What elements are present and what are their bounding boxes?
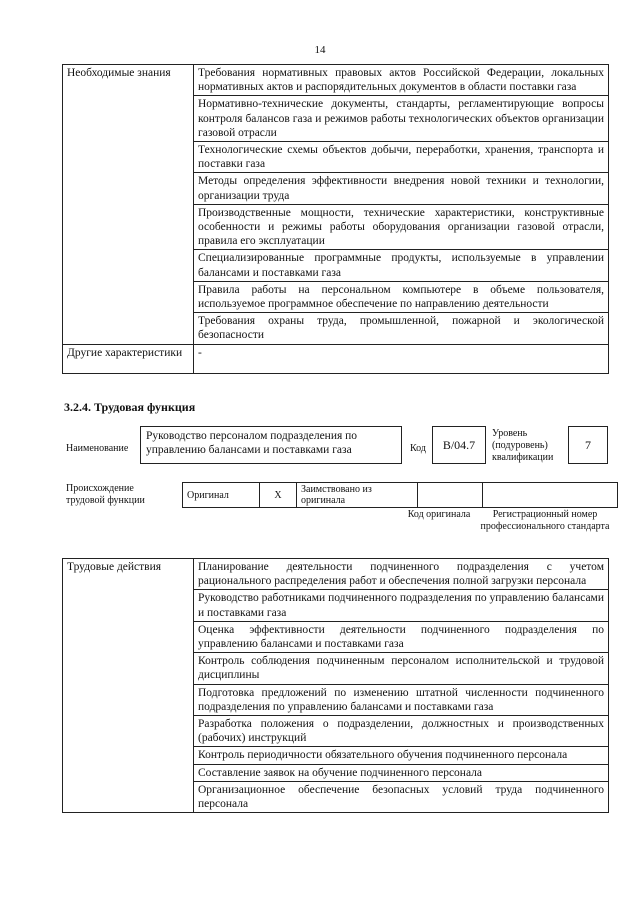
other-characteristics-value: - (194, 344, 609, 373)
knowledge-item: Нормативно-технические документы, стандарты, регламентирующие вопросы контроля балансов газа и режимов работы технологических объектов организации газовой отрасли (194, 96, 609, 142)
actions-table (62, 558, 609, 813)
action-item: Оценка эффективности деятельности подчиненного подразделения по управлению балансами и поставками газа (194, 621, 609, 652)
origin-table (182, 482, 618, 508)
knowledge-item: Требования нормативных правовых актов Российской Федерации, локальных нормативных актов и распорядительных документов в области поставки газа (194, 65, 609, 96)
code-label: Код (410, 443, 426, 454)
action-item: Руководство работниками подчиненного подразделения по управлению балансами и поставками газа (194, 590, 609, 621)
level-label: Уровень (подуровень) квалификации (492, 428, 554, 463)
table-row (63, 65, 609, 96)
action-item: Организационное обеспечение безопасных условий труда подчиненного персонала (194, 781, 609, 812)
table-row (183, 483, 618, 508)
table-row (63, 344, 609, 373)
table-row (63, 559, 609, 590)
borrowed-label: Заимствовано из оригинала (297, 483, 418, 508)
original-mark: X (260, 483, 297, 508)
qualification-level: 7 (568, 426, 608, 464)
knowledge-item: Методы определения эффективности внедрения новой техники и технологии, организации труда (194, 173, 609, 204)
section-title: 3.2.4. Трудовая функция (64, 400, 196, 414)
knowledge-item: Правила работы на персональном компьютере в объеме пользователя, используемое программное обеспечение по направлению деятельности (194, 281, 609, 312)
action-item: Планирование деятельности подчиненного подразделения с учетом рационального распределения работ и обеспечения полной загрузки персонала (194, 559, 609, 590)
reg-number-cell (483, 483, 618, 508)
page-number: 14 (314, 44, 326, 56)
original-label: Оригинал (183, 483, 260, 508)
action-item: Составление заявок на обучение подчиненного персонала (194, 764, 609, 781)
name-label: Наименование (66, 443, 129, 454)
actions-label: Трудовые действия (63, 559, 194, 813)
knowledge-table (62, 64, 609, 374)
action-item: Разработка положения о подразделении, должностных и производственных (рабочих) инструкций (194, 716, 609, 747)
knowledge-label: Необходимые знания (63, 65, 194, 345)
function-code: B/04.7 (432, 426, 486, 464)
origin-label: Происхождение трудовой функции (66, 483, 145, 506)
code-original-label: Код оригинала (407, 509, 471, 520)
knowledge-item: Технологические схемы объектов добычи, переработки, хранения, транспорта и поставки газа (194, 142, 609, 173)
other-characteristics-label: Другие характеристики (63, 344, 194, 373)
action-item: Контроль периодичности обязательного обучения подчиненного персонала (194, 747, 609, 764)
code-original-cell (418, 483, 483, 508)
knowledge-item: Производственные мощности, технические характеристики, конструктивные особенности и режимы работы оборудования организации газовой отрасли, правила его эксплуатации (194, 204, 609, 250)
knowledge-item: Специализированные программные продукты, используемые в управлении балансами и поставками газа (194, 250, 609, 281)
knowledge-item: Требования охраны труда, промышленной, пожарной и экологической безопасности (194, 313, 609, 344)
action-item: Подготовка предложений по изменению штатной численности подчиненного подразделения по управлению балансами и поставками газа (194, 684, 609, 715)
action-item: Контроль соблюдения подчиненным персоналом исполнительской и трудовой дисциплины (194, 653, 609, 684)
function-name: Руководство персоналом подразделения по управлению балансами и поставками газа (140, 426, 402, 464)
reg-number-label: Регистрационный номер профессионального стандарта (480, 509, 610, 532)
